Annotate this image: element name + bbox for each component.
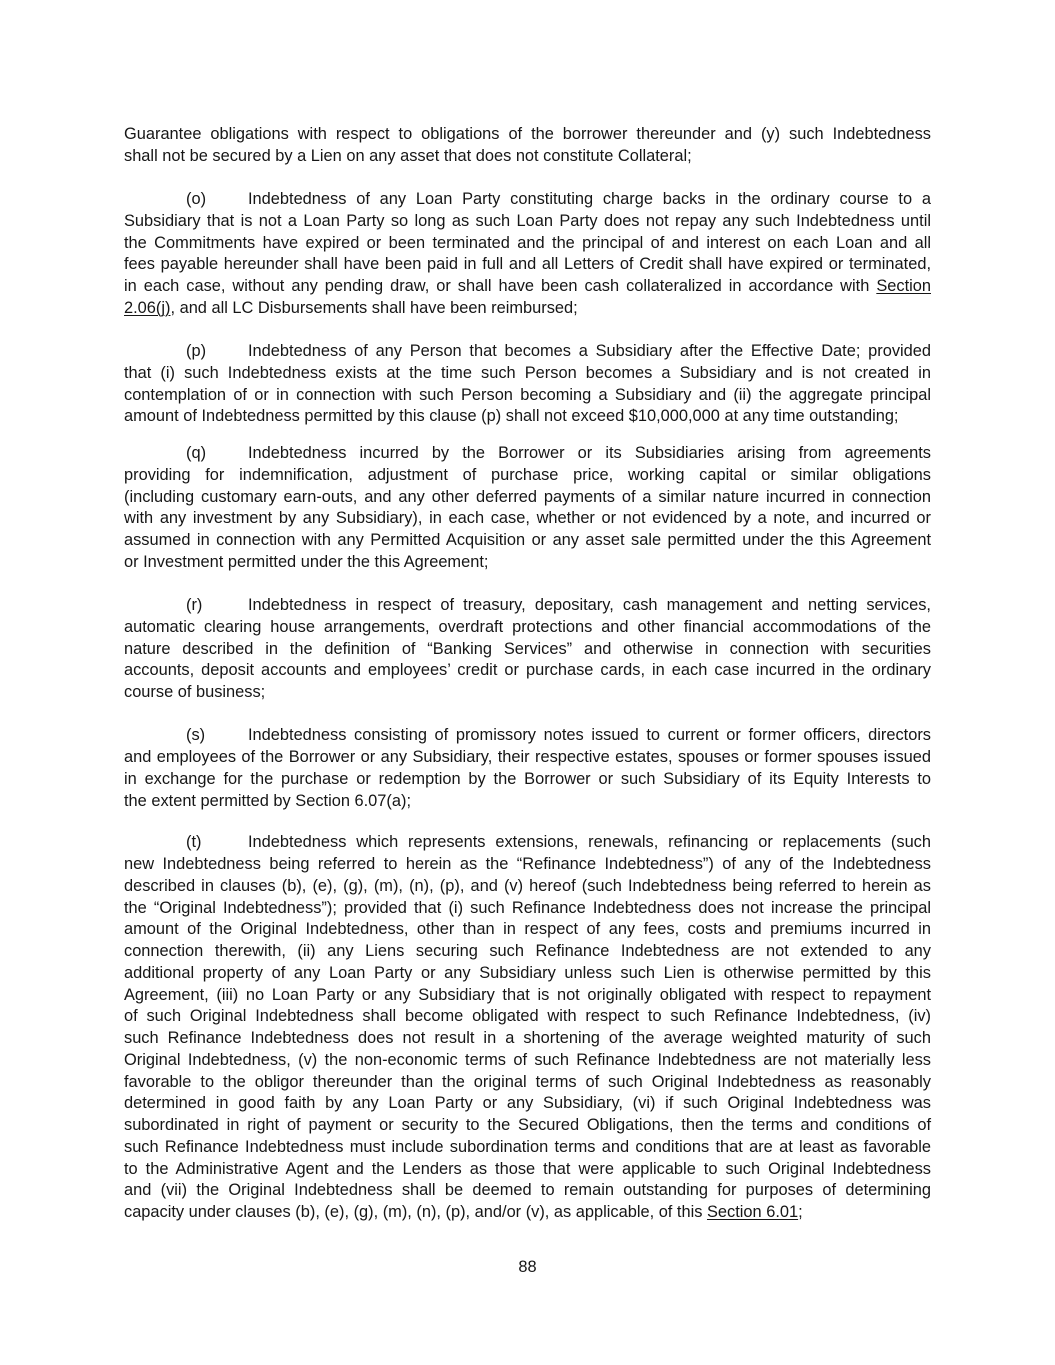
clause-label: (t)	[186, 833, 202, 852]
text-line	[124, 233, 931, 255]
line-text: Indebtedness in respect of treasury, depositary, cash management and netting services,	[248, 596, 931, 614]
section-reference: Section	[876, 277, 931, 295]
line-text: assumed in connection with any Permitted Acquisition or any asset sale permitted under the this Agreement	[124, 531, 931, 549]
line-text: providing for indemnification, adjustment of purchase price, working capital or similar obligations	[124, 465, 931, 484]
text-line	[124, 682, 931, 704]
text-line	[124, 443, 931, 465]
text-line	[124, 385, 931, 407]
line-text: amount of the Original Indebtedness, other than in respect of any fees, costs and premiums incurred in	[124, 920, 931, 939]
line-text: ;	[798, 1203, 803, 1221]
line-text: accounts, deposit accounts and employees’ credit or purchase cards, in each case incurred in the ordinary	[124, 661, 931, 680]
text-line	[124, 211, 931, 233]
text-line	[124, 341, 931, 363]
text-line	[124, 963, 931, 985]
line-text: to the Administrative Agent and the Lenders as those that were applicable to such Original Indebtedness	[124, 1159, 931, 1178]
text-line	[124, 487, 931, 509]
text-line	[124, 530, 931, 552]
paragraph-r	[124, 595, 931, 704]
text-line	[124, 919, 931, 941]
text-line	[124, 298, 931, 320]
text-line	[124, 552, 931, 574]
text-line	[124, 639, 931, 661]
line-text: capacity under clauses (b), (e), (g), (m), (n), (p), and/or (v), as applicable, of this	[124, 1203, 707, 1221]
text-line	[124, 1028, 931, 1050]
paragraph-continuation	[124, 124, 931, 168]
line-text: fees payable hereunder shall have been paid in full and all Letters of Credit shall have expired or terminated,	[124, 255, 931, 274]
line-text: and (vii) the Original Indebtedness shall be deemed to remain outstanding for purposes of determining	[124, 1181, 931, 1200]
text-line	[124, 617, 931, 639]
text-line	[124, 769, 931, 791]
line-text: that (i) such Indebtedness exists at the time such Person becomes a Subsidiary and is not created in	[124, 363, 931, 382]
text-line	[124, 1159, 931, 1181]
text-line	[124, 725, 931, 747]
section-reference: Section 6.01	[706, 1203, 799, 1221]
paragraph-s	[124, 725, 931, 812]
line-text: amount of Indebtedness permitted by this clause (p) shall not exceed $10,000,000 at any time outstanding;	[124, 407, 899, 426]
paragraph-o	[124, 189, 931, 320]
line-text: additional property of any Loan Party or any Subsidiary unless such Lien is otherwise permitted by this	[124, 963, 931, 982]
line-text: Original Indebtedness, (v) the non-economic terms of such Refinance Indebtedness are not materially less	[124, 1050, 931, 1069]
line-text: such Refinance Indebtedness does not result in a shortening of the average weighted maturity of such	[124, 1029, 931, 1047]
paragraph-q	[124, 443, 931, 574]
line-text: course of business;	[124, 683, 266, 701]
clause-label: (q)	[186, 444, 207, 462]
text-line	[124, 1180, 931, 1202]
page-number: 88	[518, 1258, 537, 1276]
text-line	[124, 1202, 931, 1224]
line-text: contemplation of or in connection with such Person becoming a Subsidiary and (ii) the aggregate principal	[124, 385, 931, 404]
line-text: in each case, without any pending draw, or shall have been cash collateralized in accordance with	[124, 277, 877, 295]
line-text: or Investment permitted under the this Agreement;	[124, 552, 489, 571]
text-line	[124, 941, 931, 963]
line-text: in exchange for the purchase or redemption by the Borrower or such Subsidiary of its Equity Interests to	[124, 769, 931, 788]
line-text: connection therewith, (ii) any Liens securing such Refinance Indebtedness are not extended to any	[124, 942, 931, 960]
text-line	[124, 985, 931, 1007]
text-line	[124, 595, 931, 617]
line-text: Indebtedness which represents extensions, renewals, refinancing or replacements (such	[248, 833, 931, 852]
text-line	[124, 146, 931, 168]
text-line	[124, 1093, 931, 1115]
text-line	[124, 1006, 931, 1028]
line-text: with any investment by any Subsidiary), in each case, whether or not evidenced by a note, and incurred or	[124, 509, 931, 528]
text-line	[124, 1137, 931, 1159]
section-reference: 2.06(j)	[124, 298, 171, 317]
line-text: the extent permitted by Section 6.07(a);	[124, 791, 411, 810]
line-text: (including customary earn-outs, and any other deferred payments of a similar nature incurred in connection	[124, 487, 931, 506]
text-line	[124, 508, 931, 530]
clause-label: (o)	[186, 190, 207, 208]
document-body	[124, 124, 931, 1224]
text-line	[124, 254, 931, 276]
text-line	[124, 465, 931, 487]
line-text: nature described in the definition of “Banking Services” and otherwise in connection with securities	[124, 639, 931, 658]
line-text: Indebtedness incurred by the Borrower or its Subsidiaries arising from agreements	[248, 444, 931, 462]
line-text: Subsidiary that is not a Loan Party so long as such Loan Party does not repay any such Indebtedness until	[124, 211, 931, 230]
line-text: Agreement, (iii) no Loan Party or any Subsidiary that is not originally obligated with respect to repayment	[124, 985, 931, 1004]
paragraph-t	[124, 832, 931, 1224]
text-line	[124, 854, 931, 876]
line-text: subordinated in right of payment or security to the Secured Obligations, then the terms and conditions of	[124, 1116, 931, 1134]
clause-label: (p)	[186, 342, 207, 360]
text-line	[124, 189, 931, 211]
line-text: Guarantee obligations with respect to obligations of the borrower thereunder and (y) such Indebtedness	[124, 125, 931, 143]
text-line	[124, 276, 931, 298]
clause-label: (r)	[186, 596, 203, 614]
line-text: such Refinance Indebtedness must include subordination terms and conditions that are at least as favorable	[124, 1137, 931, 1156]
text-line	[124, 363, 931, 385]
line-text: favorable to the obligor thereunder than the original terms of such Original Indebtedness as reasonably	[124, 1072, 931, 1091]
line-text: Indebtedness consisting of promissory notes issued to current or former officers, directors	[248, 726, 931, 745]
text-line	[124, 1115, 931, 1137]
line-text: described in clauses (b), (e), (g), (m), (n), (p), and (v) hereof (such Indebtedness being referred to herein as	[124, 876, 931, 895]
text-line	[124, 898, 931, 920]
line-text: and employees of the Borrower or any Subsidiary, their respective estates, spouses or former spouses issued	[124, 748, 931, 766]
text-line	[124, 747, 931, 769]
clause-label: (s)	[186, 726, 206, 745]
line-text: the Commitments have expired or been terminated and the principal of and interest on each Loan and all	[124, 233, 931, 252]
text-line	[124, 876, 931, 898]
line-text: the “Original Indebtedness”); provided that (i) such Refinance Indebtedness does not increase the principal	[124, 898, 931, 917]
line-text: of such Original Indebtedness shall become obligated with respect to such Refinance Indebtedness, (iv)	[124, 1007, 931, 1026]
line-text: determined in good faith by any Loan Party or any Subsidiary, (vi) if such Original Indebtedness was	[124, 1094, 931, 1113]
line-text: Indebtedness of any Loan Party constituting charge backs in the ordinary course to a	[248, 190, 931, 208]
text-line	[124, 660, 931, 682]
text-line	[124, 124, 931, 146]
text-line	[124, 1072, 931, 1094]
text-line	[124, 406, 931, 428]
line-text: , and all LC Disbursements shall have been reimbursed;	[170, 298, 578, 317]
line-text: Indebtedness of any Person that becomes a Subsidiary after the Effective Date; provided	[248, 342, 931, 360]
line-text: automatic clearing house arrangements, overdraft protections and other financial accommodations of the	[124, 617, 931, 636]
text-line	[124, 832, 931, 854]
text-line	[124, 1050, 931, 1072]
paragraph-p	[124, 341, 931, 428]
line-text: shall not be secured by a Lien on any asset that does not constitute Collateral;	[124, 146, 692, 165]
text-line	[124, 791, 931, 813]
line-text: new Indebtedness being referred to herein as the “Refinance Indebtedness”) of any of the Indebtedness	[124, 855, 931, 873]
